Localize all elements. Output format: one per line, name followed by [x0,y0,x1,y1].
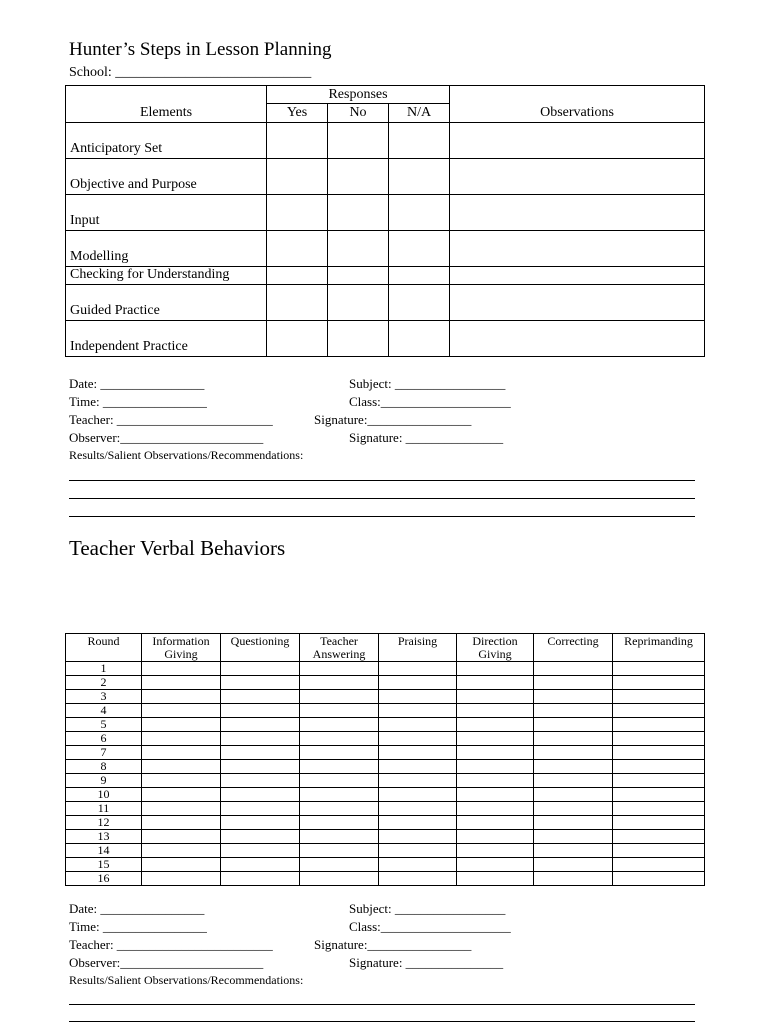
tally-cell[interactable] [613,718,705,732]
tally-cell[interactable] [534,816,613,830]
tally-cell[interactable] [142,872,221,886]
round-number: 4 [66,704,142,718]
table-row [66,816,705,830]
form1-title: Hunter’s Steps in Lesson Planning [69,39,332,60]
teacher-field[interactable]: Teacher: ________________________ [69,412,273,427]
no-cell[interactable] [328,285,389,321]
subject-field[interactable]: Subject: _________________ [349,376,506,391]
tally-cell[interactable] [534,844,613,858]
tally-cell[interactable] [379,718,457,732]
column-header: Direction Giving [457,634,534,662]
tally-cell[interactable] [221,816,300,830]
tally-cell[interactable] [221,872,300,886]
signature-field[interactable]: Signature: _______________ [349,955,504,970]
observations-cell[interactable] [450,267,705,285]
tally-cell[interactable] [379,662,457,676]
tally-cell[interactable] [142,690,221,704]
observer-field[interactable]: Observer:______________________ [69,955,264,970]
tally-cell[interactable] [534,802,613,816]
na-cell[interactable] [389,321,450,357]
yes-cell[interactable] [267,285,328,321]
results-line[interactable] [69,516,695,517]
tally-cell[interactable] [142,788,221,802]
tally-cell[interactable] [613,746,705,760]
tally-cell[interactable] [300,732,379,746]
tally-cell[interactable] [142,774,221,788]
table-row [66,830,705,844]
round-number: 15 [66,858,142,872]
table-row [66,285,705,321]
tally-cell[interactable] [221,704,300,718]
no-cell[interactable] [328,231,389,267]
na-cell[interactable] [389,195,450,231]
na-cell[interactable] [389,159,450,195]
observations-cell[interactable] [450,195,705,231]
tally-cell[interactable] [613,872,705,886]
tally-cell[interactable] [534,676,613,690]
tally-cell[interactable] [142,858,221,872]
tally-cell[interactable] [142,760,221,774]
tally-cell[interactable] [300,872,379,886]
lesson-planning-table [65,85,705,357]
tally-cell[interactable] [221,662,300,676]
tally-cell[interactable] [457,704,534,718]
tally-cell[interactable] [142,732,221,746]
form2-title: Teacher Verbal Behaviors [69,536,286,560]
tally-cell[interactable] [221,788,300,802]
tally-cell[interactable] [457,774,534,788]
elements-header: Elements [66,86,267,123]
tally-cell[interactable] [221,690,300,704]
tally-cell[interactable] [457,816,534,830]
tally-cell[interactable] [534,718,613,732]
tally-cell[interactable] [300,844,379,858]
table-row [66,788,705,802]
tally-cell[interactable] [457,662,534,676]
tally-cell[interactable] [300,830,379,844]
column-header: Round [66,634,142,662]
tally-cell[interactable] [613,760,705,774]
table-row [66,858,705,872]
observations-cell[interactable] [450,159,705,195]
results-line[interactable] [69,1021,695,1022]
tally-cell[interactable] [534,732,613,746]
yes-cell[interactable] [267,123,328,159]
results-line[interactable] [69,498,695,499]
column-header: Reprimanding [613,634,705,662]
tally-cell[interactable] [457,690,534,704]
round-number: 11 [66,802,142,816]
tally-cell[interactable] [534,872,613,886]
tally-cell[interactable] [534,690,613,704]
tally-cell[interactable] [379,760,457,774]
tally-cell[interactable] [221,774,300,788]
tally-cell[interactable] [300,760,379,774]
tally-cell[interactable] [534,774,613,788]
observations-cell[interactable] [450,123,705,159]
date-field[interactable]: Date: ________________ [69,901,205,916]
class-field[interactable]: Class:____________________ [349,394,511,409]
tally-cell[interactable] [142,718,221,732]
tally-cell[interactable] [221,802,300,816]
no-cell[interactable] [328,321,389,357]
tally-cell[interactable] [534,760,613,774]
yes-cell[interactable] [267,159,328,195]
tally-cell[interactable] [300,816,379,830]
signature-field[interactable]: Signature: _______________ [349,430,504,445]
no-cell[interactable] [328,159,389,195]
time-field[interactable]: Time: ________________ [69,919,207,934]
tally-cell[interactable] [534,746,613,760]
tally-cell[interactable] [142,802,221,816]
table-row [66,802,705,816]
results-label: Results/Salient Observations/Recommendations: [69,973,304,987]
table-row [66,760,705,774]
round-number: 3 [66,690,142,704]
observer-field[interactable]: Observer:______________________ [69,430,264,445]
tally-cell[interactable] [300,788,379,802]
no-cell[interactable] [328,195,389,231]
na-header: N/A [389,104,450,123]
round-number: 13 [66,830,142,844]
tally-cell[interactable] [379,732,457,746]
signature-field[interactable]: Signature:________________ [314,937,472,952]
table-row [66,159,705,195]
round-number: 6 [66,732,142,746]
results-line[interactable] [69,1004,695,1005]
column-header: Correcting [534,634,613,662]
tally-cell[interactable] [221,746,300,760]
observations-header: Observations [450,86,705,123]
tally-cell[interactable] [142,816,221,830]
tally-cell[interactable] [613,802,705,816]
table-row [66,231,705,267]
element-label: Anticipatory Set [66,123,267,159]
yes-cell[interactable] [267,231,328,267]
round-number: 2 [66,676,142,690]
round-number: 5 [66,718,142,732]
column-header: Questioning [221,634,300,662]
tally-cell[interactable] [300,662,379,676]
table-row [66,267,705,285]
tally-cell[interactable] [142,704,221,718]
observations-cell[interactable] [450,285,705,321]
observations-cell[interactable] [450,321,705,357]
tally-cell[interactable] [300,676,379,690]
tally-cell[interactable] [457,746,534,760]
tally-cell[interactable] [379,774,457,788]
tally-cell[interactable] [613,662,705,676]
table-row [66,774,705,788]
tally-cell[interactable] [613,704,705,718]
tally-cell[interactable] [613,844,705,858]
no-cell[interactable] [328,123,389,159]
element-label: Checking for Understanding [66,267,267,285]
tally-cell[interactable] [142,676,221,690]
tally-cell[interactable] [457,830,534,844]
table-row [66,732,705,746]
tally-cell[interactable] [379,830,457,844]
na-cell[interactable] [389,231,450,267]
table-row [66,676,705,690]
element-label: Input [66,195,267,231]
round-number: 9 [66,774,142,788]
tally-cell[interactable] [613,676,705,690]
tally-cell[interactable] [379,788,457,802]
tally-cell[interactable] [300,690,379,704]
table-row [66,690,705,704]
tally-cell[interactable] [613,774,705,788]
date-field[interactable]: Date: ________________ [69,376,205,391]
yes-cell[interactable] [267,321,328,357]
results-line[interactable] [69,480,695,481]
round-number: 14 [66,844,142,858]
tally-cell[interactable] [457,732,534,746]
verbal-behaviors-table [65,633,705,886]
tally-cell[interactable] [457,788,534,802]
na-cell[interactable] [389,123,450,159]
signature-field[interactable]: Signature:________________ [314,412,472,427]
tally-cell[interactable] [142,746,221,760]
table-row [66,321,705,357]
tally-cell[interactable] [613,732,705,746]
no-header: No [328,104,389,123]
round-number: 16 [66,872,142,886]
tally-cell[interactable] [457,718,534,732]
yes-cell[interactable] [267,195,328,231]
tally-cell[interactable] [379,676,457,690]
na-cell[interactable] [389,285,450,321]
time-field[interactable]: Time: ________________ [69,394,207,409]
round-number: 12 [66,816,142,830]
teacher-field[interactable]: Teacher: ________________________ [69,937,273,952]
tally-cell[interactable] [379,690,457,704]
tally-cell[interactable] [379,858,457,872]
tally-cell[interactable] [457,858,534,872]
tally-cell[interactable] [221,676,300,690]
round-number: 10 [66,788,142,802]
school-field[interactable]: School: ____________________________ [69,65,312,80]
na-cell[interactable] [389,267,450,285]
tally-cell[interactable] [457,872,534,886]
tally-cell[interactable] [379,872,457,886]
subject-field[interactable]: Subject: _________________ [349,901,506,916]
table-row [66,123,705,159]
tally-cell[interactable] [142,830,221,844]
table-row [66,718,705,732]
element-label: Objective and Purpose [66,159,267,195]
tally-cell[interactable] [379,704,457,718]
tally-cell[interactable] [300,858,379,872]
tally-cell[interactable] [142,662,221,676]
observations-cell[interactable] [450,231,705,267]
tally-cell[interactable] [613,690,705,704]
element-label: Independent Practice [66,321,267,357]
element-label: Modelling [66,231,267,267]
table-row [66,195,705,231]
responses-header: Responses [267,86,450,104]
tally-cell[interactable] [457,844,534,858]
tally-cell[interactable] [613,816,705,830]
tally-cell[interactable] [221,732,300,746]
results-label: Results/Salient Observations/Recommendations: [69,448,304,462]
round-number: 1 [66,662,142,676]
tally-cell[interactable] [300,802,379,816]
tally-cell[interactable] [221,830,300,844]
tally-cell[interactable] [300,774,379,788]
column-header: Praising [379,634,457,662]
tally-cell[interactable] [221,718,300,732]
table-row [66,704,705,718]
tally-cell[interactable] [613,788,705,802]
tally-cell[interactable] [534,662,613,676]
yes-header: Yes [267,104,328,123]
tally-cell[interactable] [534,704,613,718]
tally-cell[interactable] [379,746,457,760]
tally-cell[interactable] [221,858,300,872]
table-row [66,662,705,676]
tally-cell[interactable] [534,788,613,802]
round-number: 8 [66,760,142,774]
tally-cell[interactable] [300,746,379,760]
column-header: Teacher Answering [300,634,379,662]
tally-cell[interactable] [142,844,221,858]
tally-cell[interactable] [457,802,534,816]
tally-cell[interactable] [457,676,534,690]
tally-cell[interactable] [300,718,379,732]
tally-cell[interactable] [379,816,457,830]
tally-cell[interactable] [221,760,300,774]
yes-cell[interactable] [267,267,328,285]
table-row [66,746,705,760]
tally-cell[interactable] [534,830,613,844]
tally-cell[interactable] [457,760,534,774]
table-row [66,844,705,858]
tally-cell[interactable] [300,704,379,718]
tally-cell[interactable] [221,844,300,858]
tally-cell[interactable] [379,844,457,858]
class-field[interactable]: Class:____________________ [349,919,511,934]
tally-cell[interactable] [613,830,705,844]
tally-cell[interactable] [534,858,613,872]
tally-cell[interactable] [613,858,705,872]
tally-cell[interactable] [379,802,457,816]
no-cell[interactable] [328,267,389,285]
column-header: Information Giving [142,634,221,662]
round-number: 7 [66,746,142,760]
element-label: Guided Practice [66,285,267,321]
table-row [66,872,705,886]
